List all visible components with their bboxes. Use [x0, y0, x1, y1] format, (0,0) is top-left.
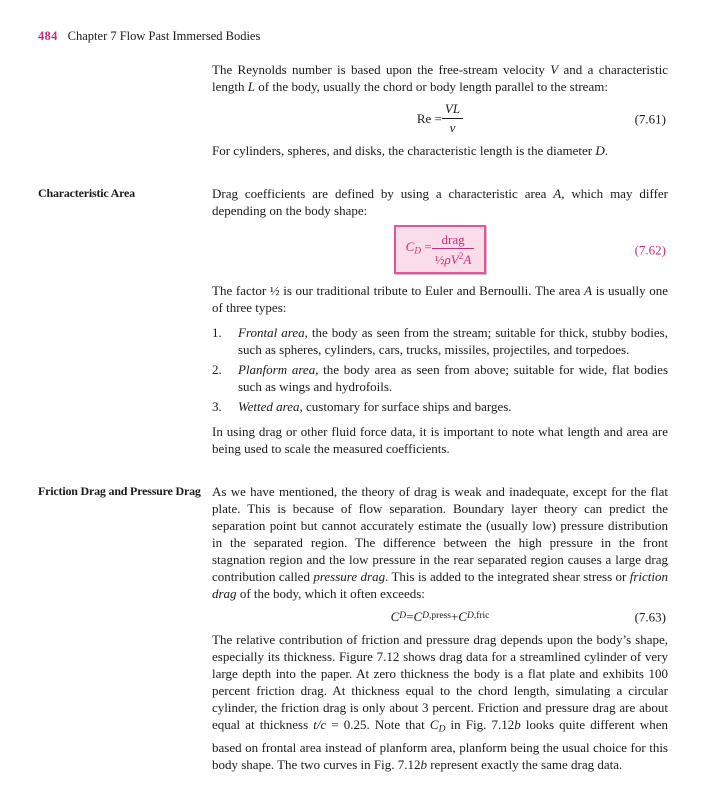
fraction-numerator: drag [432, 232, 475, 249]
fraction [442, 101, 463, 136]
list-item-text: Wetted area, customary for surface ships and barges. [238, 399, 512, 414]
area-types-list [212, 324, 668, 415]
page-header [38, 28, 668, 45]
list-item-number: 3. [212, 399, 222, 414]
content-column [212, 483, 668, 773]
section-reynolds-number [38, 61, 668, 159]
paragraph-drag-theory: As we have mentioned, the theory of drag is weak and inadequate, except for the flat plate. This is because of flow separation. Boundary layer theory can predict the separation point but cannot accurately estimate the (usually low) pressure distribution in the separated region. The difference between the high pressure in the front stagnation region and the low pressure in the rear separated region causes a large drag contribution called pressure drag. This is added to the integrated shear stress or friction drag of the body, which it often exceeds: [212, 484, 669, 601]
equation-body: C D = C D ,press + C D ,fric [390, 609, 490, 624]
page-number: 484 [38, 29, 58, 43]
chapter-title: Chapter 7 Flow Past Immersed Bodies [67, 29, 261, 43]
equation-lhs: Re = [416, 111, 442, 126]
paragraph-factor-half: The factor ½ is our traditional tribute to Euler and Bernoulli. The area A is usually one of three types: [212, 283, 668, 315]
margin-heading-friction-pressure-drag: Friction Drag and Pressure Drag [38, 484, 201, 498]
paragraph-characteristic-length: For cylinders, spheres, and disks, the characteristic length is the diameter D. [212, 143, 609, 158]
content-column [212, 61, 668, 159]
equation-7-62 [212, 225, 668, 274]
list-item-text: Frontal area, the body as seen from the stream; suitable for thick, stubby bodies, such as spheres, cylinders, cars, trucks, missiles, projectiles, and torpedoes. [238, 325, 668, 357]
paragraph-reynolds: The Reynolds number is based upon the free-stream velocity V and a characteristic length L of the body, usually the chord or body length parallel to the stream: [212, 62, 668, 94]
content-column [212, 185, 668, 457]
margin-column [38, 61, 212, 159]
fraction-numerator: VL [442, 101, 463, 119]
margin-heading-characteristic-area: Characteristic Area [38, 186, 135, 200]
fraction-denominator: $\frac{1}{2}\rho V^2A$ [434, 252, 472, 267]
list-item [212, 361, 668, 395]
paragraph-scaling-note: In using drag or other fluid force data, it is important to note what length and area are being used to scale the measured coefficients. [212, 424, 668, 456]
margin-column [38, 483, 212, 773]
section-characteristic-area [38, 185, 668, 457]
equation-7-63 [212, 608, 668, 625]
equation-number: (7.63) [634, 609, 666, 624]
equation-lhs: CD = [405, 239, 432, 257]
paragraph-relative-contribution: The relative contribution of friction and pressure drag depends upon the body’s shape, especially its thickness. Figure 7.12 shows drag data for a streamlined cylinder of very large depth into the paper. At zero thickness the body is a flat plate and exhibits 100 percent friction drag. At thickness equal to the chord length, simulating a circular cylinder, the friction drag is only about 3 percent. Friction and pressure drag are about equal at thickness t/c = 0.25. Note that CD in Fig. 7.12b looks quite different when based on frontal area instead of planform area, planform being the usual choice for this body shape. The two curves in Fig. 7.12b represent exactly the same drag data. [212, 632, 668, 772]
list-item-text: Planform area, the body area as seen from above; suitable for wide, flat bodies such as wings and hydrofoils. [238, 362, 668, 394]
margin-column [38, 185, 212, 457]
fraction [432, 232, 475, 267]
list-item [212, 398, 668, 415]
equation-7-61 [212, 101, 668, 136]
list-item-number: 2. [212, 362, 222, 377]
equation-body [417, 101, 463, 136]
equation-number: (7.61) [634, 111, 666, 126]
fraction-denominator: ν [449, 120, 456, 135]
list-item-number: 1. [212, 325, 222, 340]
highlighted-equation-box [394, 225, 487, 274]
paragraph-drag-coefficients: Drag coefficients are defined by using a characteristic area A, which may differ depending on the body shape: [212, 186, 668, 218]
equation-number: (7.62) [634, 242, 666, 257]
section-friction-pressure-drag [38, 483, 668, 773]
list-item [212, 324, 668, 358]
